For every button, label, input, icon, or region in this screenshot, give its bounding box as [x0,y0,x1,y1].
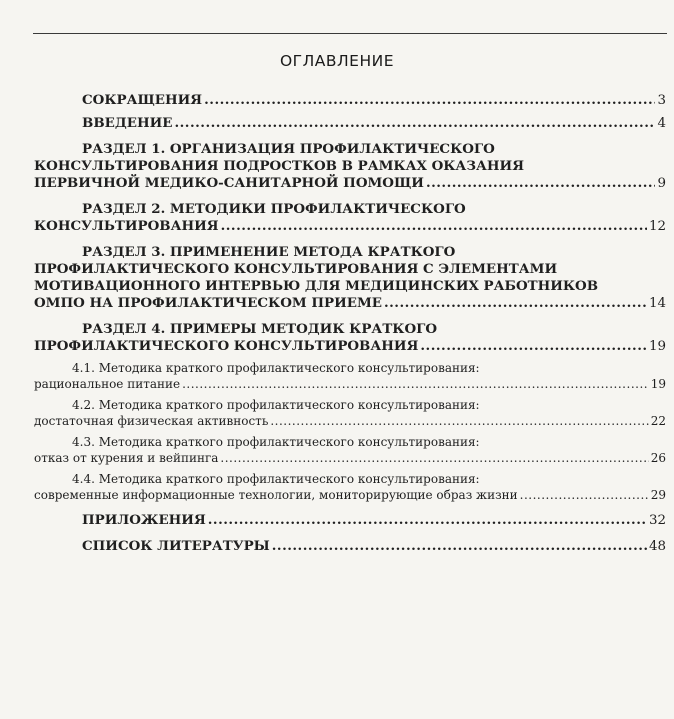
toc-entry-text: достаточная физическая активность [34,414,269,428]
toc-entry-text: 4.3. Методика краткого профилактического консультирования: [72,435,480,449]
toc-entry-introduction[interactable] [34,115,666,132]
toc-entry-references[interactable] [34,538,666,555]
toc-entry-text: ВВЕДЕНИЕ [82,115,173,131]
toc-title: ОГЛАВЛЕНИЕ [279,52,395,70]
toc-subentry-4-4[interactable] [34,471,666,503]
toc-entry-text: СПИСОК ЛИТЕРАТУРЫ [82,538,270,554]
toc-page-number: 3 [657,93,666,108]
toc-page-number: 19 [648,339,666,354]
toc-entry-text: КОНСУЛЬТИРОВАНИЯ ПОДРОСТКОВ В РАМКАХ ОКАЗАНИЯ [34,158,525,174]
toc-entry-text: МОТИВАЦИОННОГО ИНТЕРВЬЮ ДЛЯ МЕДИЦИНСКИХ РАБОТНИКОВ [34,278,599,294]
toc-entry-text: рациональное питание [34,377,181,391]
toc-page-number: 48 [648,539,666,554]
toc-entry-text: 4.2. Методика краткого профилактического консультирования: [72,398,480,412]
leader-dots [520,487,649,503]
toc-entry-section-4[interactable] [34,321,666,355]
leader-dots [420,338,647,355]
toc-entry-text: РАЗДЕЛ 2. МЕТОДИКИ ПРОФИЛАКТИЧЕСКОГО [82,201,466,217]
toc-page-number: 22 [650,414,666,428]
leader-dots [426,175,656,192]
toc-entry-text: 4.1. Методика краткого профилактического консультирования: [72,361,480,375]
leader-dots [384,295,647,312]
leader-dots [220,450,648,466]
toc-page-number: 12 [648,219,666,234]
toc-page-number: 14 [648,296,666,311]
toc-entry-section-2[interactable] [34,201,666,235]
toc-subentry-4-2[interactable] [34,397,666,429]
toc-entry-text: СОКРАЩЕНИЯ [82,92,203,108]
toc-entry-text: РАЗДЕЛ 1. ОРГАНИЗАЦИЯ ПРОФИЛАКТИЧЕСКОГО [82,141,495,157]
table-of-contents [34,92,666,555]
toc-entry-text: ПРОФИЛАКТИЧЕСКОГО КОНСУЛЬТИРОВАНИЯ [34,338,419,354]
leader-dots [221,218,647,235]
toc-subentry-4-1[interactable] [34,360,666,392]
toc-entry-appendices[interactable] [34,512,666,529]
toc-entry-text: РАЗДЕЛ 3. ПРИМЕНЕНИЕ МЕТОДА КРАТКОГО [82,244,456,260]
leader-dots [272,538,647,555]
toc-entry-text: ПРИЛОЖЕНИЯ [82,512,206,528]
leader-dots [270,413,648,429]
toc-page-number: 4 [657,116,666,131]
toc-entry-text: отказ от курения и вейпинга [34,451,219,465]
toc-page-number: 19 [650,377,666,391]
leader-dots [174,115,655,132]
toc-entry-abbreviations[interactable] [34,92,666,109]
top-rule [33,33,667,34]
toc-page-number: 29 [650,488,666,502]
toc-entry-text: ПЕРВИЧНОЙ МЕДИКО-САНИТАРНОЙ ПОМОЩИ [34,175,424,191]
toc-page-number: 26 [650,451,666,465]
toc-entry-section-3[interactable] [34,244,666,312]
leader-dots [182,376,649,392]
toc-subentry-4-3[interactable] [34,434,666,466]
toc-entry-text: КОНСУЛЬТИРОВАНИЯ [34,218,219,234]
toc-entry-text: современные информационные технологии, мониторирующие образ жизни [34,488,518,502]
toc-entry-text: 4.4. Методика краткого профилактического консультирования: [72,472,480,486]
toc-entry-text: РАЗДЕЛ 4. ПРИМЕРЫ МЕТОДИК КРАТКОГО [82,321,438,337]
toc-entry-text: ОМПО НА ПРОФИЛАКТИЧЕСКОМ ПРИЕМЕ [34,295,382,311]
toc-page-number: 9 [657,176,666,191]
toc-entry-text: ПРОФИЛАКТИЧЕСКОГО КОНСУЛЬТИРОВАНИЯ С ЭЛЕМЕНТАМИ [34,261,558,277]
toc-page-number: 32 [648,513,666,528]
toc-entry-section-1[interactable] [34,141,666,192]
leader-dots [204,92,655,109]
leader-dots [208,512,647,529]
